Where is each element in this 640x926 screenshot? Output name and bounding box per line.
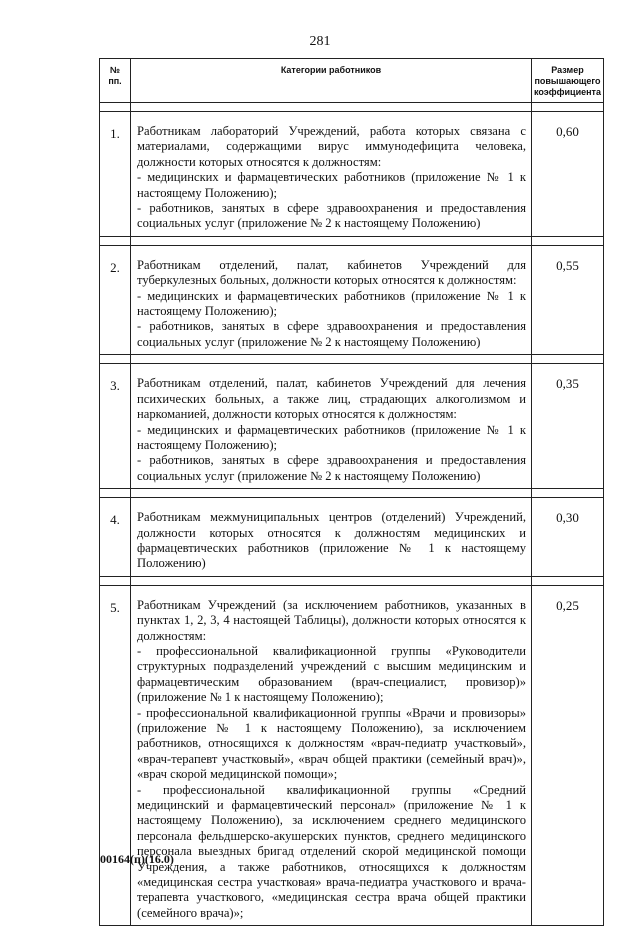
table-body — [100, 103, 604, 926]
spacer-cell — [131, 103, 532, 112]
table-row — [100, 245, 604, 354]
category-line: - профессиональной квалификационной группы «Руководители структурных подразделений учреждений с высшим медицинским и фармацевтическим образованием (врач-специалист, провизор)» (приложение № 1 к настоящему Положению); — [137, 643, 526, 705]
category-line: - профессиональной квалификационной группы «Врачи и провизоры» (приложение № 1 к настоящему Положению), за исключением работников, относящихся к должностям «врач-педиатр участковый», «врач-терапевт участковый», «врач общей практики (семейный врач)», «врач скорой медицинской помощи»; — [137, 705, 526, 782]
row-number: 3. — [100, 364, 131, 489]
spacer-cell — [100, 489, 131, 498]
category-line: - профессиональной квалификационной группы «Средний медицинский и фармацевтический персонал» (приложение № 1 к настоящему Положению), за исключением среднего медицинского персонала фельдшерско-акушерских пунктов, среднего медицинского персонала выездных бригад отделений скорой медицинской помощи Учреждения, а также работников, относящихся к должностям «медицинская сестра участковая» врача-педиатра участкового и врача-терапевта участкового, «медицинская сестра врача общей практики (семейного врача)»; — [137, 782, 526, 920]
row-number: 4. — [100, 498, 131, 577]
category-line: - работников, занятых в сфере здравоохранения и предоставления социальных услуг (приложение № 2 к настоящему Положению) — [137, 201, 526, 231]
spacer-cell — [131, 489, 532, 498]
table-row — [100, 364, 604, 489]
spacer-cell — [100, 576, 131, 585]
page-number: 281 — [309, 34, 331, 49]
row-coefficient: 0,55 — [532, 245, 604, 354]
spacer-cell — [532, 576, 604, 585]
row-spacer — [100, 103, 604, 112]
row-number: 5. — [100, 585, 131, 926]
category-line: Работникам Учреждений (за исключением работников, указанных в пунктах 1, 2, 3, 4 настоящей Таблицы), должности которых относятся к должностям: — [137, 597, 526, 643]
category-line: - медицинских и фармацевтических работников (приложение № 1 к настоящему Положению); — [137, 170, 526, 200]
category-line: Работникам отделений, палат, кабинетов Учреждений для лечения психических больных, а также лиц, страдающих алкоголизмом и наркоманией, должности которых относятся к должностям: — [137, 376, 526, 422]
table-header-row — [100, 59, 604, 103]
category-line: - медицинских и фармацевтических работников (приложение № 1 к настоящему Положению); — [137, 422, 526, 452]
spacer-cell — [532, 489, 604, 498]
coefficient-table — [99, 58, 604, 926]
table-row — [100, 498, 604, 577]
category-line: - медицинских и фармацевтических работников (приложение № 1 к настоящему Положению); — [137, 288, 526, 319]
row-category — [131, 364, 532, 489]
spacer-cell — [100, 355, 131, 364]
row-category — [131, 245, 532, 354]
category-line: Работникам отделений, палат, кабинетов Учреждений для туберкулезных больных, должности которых относятся к должностям: — [137, 257, 526, 288]
spacer-cell — [532, 355, 604, 364]
category-line: Работникам межмуниципальных центров (отделений) Учреждений, должности которых относятся к должностям медицинских и фармацевтических работников (приложение № 1 к настоящему Положению) — [137, 510, 526, 571]
row-coefficient: 0,30 — [532, 498, 604, 577]
spacer-cell — [532, 236, 604, 245]
row-category — [131, 498, 532, 577]
row-coefficient: 0,25 — [532, 585, 604, 926]
row-number: 1. — [100, 112, 131, 237]
spacer-cell — [131, 355, 532, 364]
category-line: Работникам лабораторий Учреждений, работа которых связана с материалами, содержащими вирус иммунодефицита человека, должности которых относятся к должностям: — [137, 124, 526, 169]
header-value: Размер повышающего коэффициента — [532, 59, 604, 103]
spacer-cell — [100, 103, 131, 112]
document-code: 00164(п)(16.0) — [100, 852, 174, 866]
row-number: 2. — [100, 245, 131, 354]
spacer-cell — [131, 236, 532, 245]
row-spacer — [100, 355, 604, 364]
row-coefficient: 0,60 — [532, 112, 604, 237]
table-row — [100, 112, 604, 237]
row-category — [131, 112, 532, 237]
row-spacer — [100, 236, 604, 245]
header-num: № пп. — [100, 59, 131, 103]
row-category — [131, 585, 532, 926]
row-spacer — [100, 576, 604, 585]
row-coefficient: 0,35 — [532, 364, 604, 489]
spacer-cell — [131, 576, 532, 585]
row-spacer — [100, 489, 604, 498]
table-row — [100, 585, 604, 926]
category-line: - работников, занятых в сфере здравоохранения и предоставления социальных услуг (приложение № 2 к настоящему Положению) — [137, 453, 526, 483]
header-category: Категории работников — [131, 59, 532, 103]
category-line: - работников, занятых в сфере здравоохранения и предоставления социальных услуг (приложение № 2 к настоящему Положению) — [137, 319, 526, 349]
spacer-cell — [532, 103, 604, 112]
spacer-cell — [100, 236, 131, 245]
